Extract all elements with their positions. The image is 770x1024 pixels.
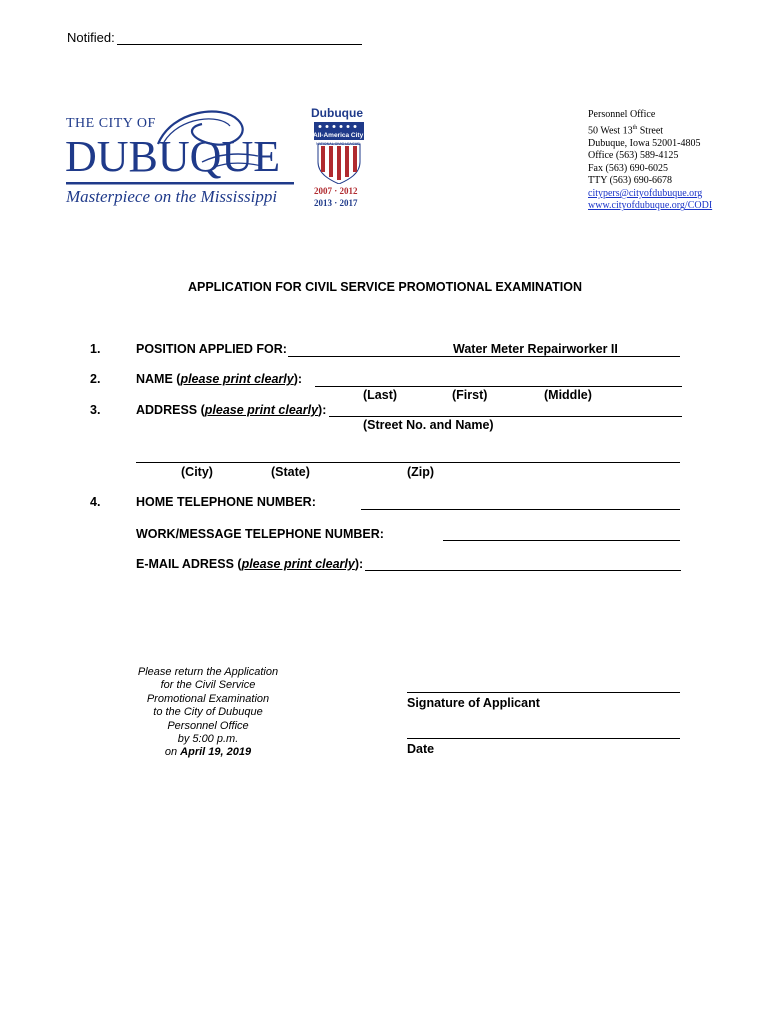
item-3-number: 3. <box>90 403 101 417</box>
city-caption: (City) <box>181 465 213 479</box>
position-field[interactable] <box>288 356 680 357</box>
office-address-block <box>588 109 763 213</box>
name-field[interactable] <box>315 386 682 387</box>
home-phone-label: HOME TELEPHONE NUMBER: <box>136 495 316 509</box>
office-fax: Fax (563) 690-6025 <box>588 162 668 174</box>
address-street-caption: (Street No. and Name) <box>363 418 494 432</box>
signature-label: Signature of Applicant <box>407 696 540 710</box>
zip-caption: (Zip) <box>407 465 435 479</box>
return-line-2: for the Civil Service <box>160 679 256 692</box>
name-label <box>136 372 302 386</box>
badge-years-1: 2007 · 2012 <box>314 186 358 196</box>
email-field[interactable] <box>365 570 681 571</box>
office-tty: TTY (563) 690-6678 <box>588 175 673 187</box>
address-label-emphasis: please print clearly <box>204 403 319 417</box>
email-label <box>136 557 363 571</box>
return-instructions <box>118 666 298 760</box>
name-label-post: ): <box>293 372 303 386</box>
work-phone-field[interactable] <box>443 540 680 541</box>
item-1-number: 1. <box>90 342 101 356</box>
address-label-post: ): <box>318 403 327 417</box>
return-line-3: Promotional Examination <box>146 692 270 705</box>
address-label-pre: ADDRESS ( <box>136 403 205 417</box>
badge-top-text: Dubuque <box>311 106 363 120</box>
email-label-pre: E-MAIL ADRESS ( <box>136 557 242 571</box>
logo-tagline: Masterpiece on the Mississippi <box>66 187 278 206</box>
name-label-pre: NAME ( <box>136 372 181 386</box>
office-city: Dubuque, Iowa 52001-4805 <box>588 137 701 149</box>
badge-sub-text: NATIONAL CIVIC LEAGUE <box>316 142 360 146</box>
return-line-5: Personnel Office <box>167 719 249 732</box>
office-website-link[interactable]: www.cityofdubuque.org/CODI <box>588 200 713 212</box>
badge-banner-text: All-America City <box>313 132 364 139</box>
signature-field[interactable] <box>407 692 680 693</box>
position-label: POSITION APPLIED FOR: <box>136 342 287 356</box>
office-street <box>588 122 763 138</box>
office-street-number: 50 West 13 <box>588 124 633 136</box>
office-title: Personnel Office <box>588 109 656 120</box>
logo-line1: THE CITY OF <box>66 116 156 131</box>
notified-label: Notified: <box>67 30 115 45</box>
name-middle-caption: (Middle) <box>544 388 592 402</box>
logo-wordmark: DUBUQUE <box>65 132 281 181</box>
position-value: Water Meter Repairworker II <box>453 342 618 356</box>
office-street-name: Street <box>637 124 664 136</box>
return-deadline-pre: on <box>164 746 181 759</box>
email-label-post: ): <box>354 557 364 571</box>
badge-years-2: 2013 · 2017 <box>314 198 358 208</box>
all-america-city-badge <box>308 104 368 214</box>
work-phone-label: WORK/MESSAGE TELEPHONE NUMBER: <box>136 527 384 541</box>
office-street-suffix: th <box>632 124 638 131</box>
city-logo <box>62 104 302 214</box>
notified-field[interactable] <box>117 44 362 45</box>
form-title: APPLICATION FOR CIVIL SERVICE PROMOTIONAL EXAMINATION <box>187 280 582 294</box>
office-email-link[interactable]: citypers@cityofdubuque.org <box>588 187 703 199</box>
item-2-number: 2. <box>90 372 101 386</box>
address-label <box>136 403 326 417</box>
date-field[interactable] <box>407 738 680 739</box>
return-line-6: by 5:00 p.m. <box>177 733 239 746</box>
state-caption: (State) <box>271 465 310 479</box>
address-street-field[interactable] <box>329 416 682 417</box>
email-label-emphasis: please print clearly <box>241 557 355 571</box>
return-line-4: to the City of Dubuque <box>153 706 263 719</box>
name-last-caption: (Last) <box>363 388 398 402</box>
office-phone: Office (563) 589-4125 <box>588 150 679 162</box>
address-city-field[interactable] <box>136 462 680 463</box>
item-4-number: 4. <box>90 495 101 509</box>
return-deadline <box>118 746 298 759</box>
date-label: Date <box>407 742 435 756</box>
home-phone-field[interactable] <box>361 509 680 510</box>
name-first-caption: (First) <box>452 388 488 402</box>
name-label-emphasis: please print clearly <box>180 372 294 386</box>
return-deadline-date: April 19, 2019 <box>180 746 252 759</box>
return-line-1: Please return the Application <box>137 666 279 678</box>
